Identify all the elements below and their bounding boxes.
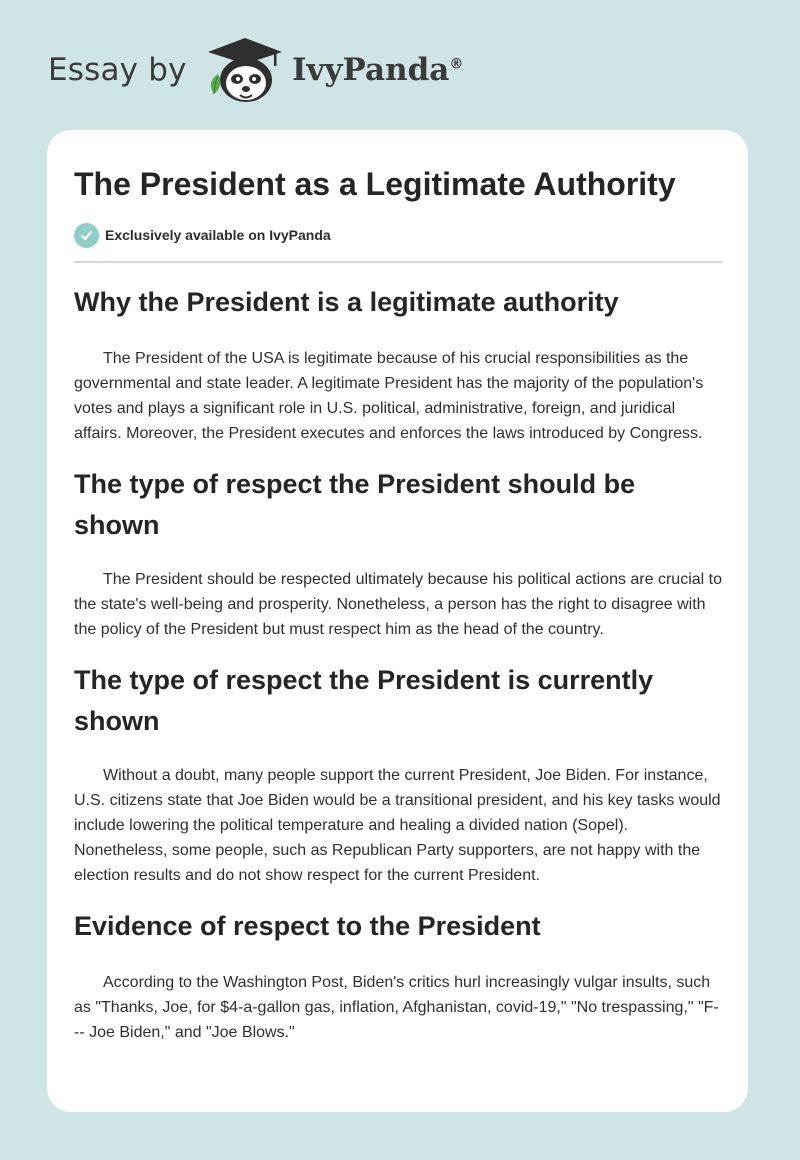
divider [74, 261, 723, 263]
section-paragraph: According to the Washington Post, Biden's critics hurl increasingly vulgar insults, such as "Thanks, Joe, for $4-a-gallon gas, inflation, Afghanistan, covid-19," "No trespassing," "F--- Joe Biden," and "Joe Blows." [74, 974, 719, 1041]
essay-card [47, 130, 748, 1112]
section-heading: The type of respect the President is currently shown [74, 665, 654, 736]
section-paragraph: The President of the USA is legitimate because of his crucial responsibilities as the governmental and state leader. A legitimate President has the majority of the population's votes and plays a significant role in U.S. political, administrative, foreign, and juridical affairs. Moreover, the President executes and enforces the laws introduced by Congress. [74, 350, 704, 442]
check-circle-icon [74, 223, 99, 248]
panda-graduation-cap-icon[interactable] [200, 34, 290, 108]
brand-prefix: Essay by [48, 52, 187, 88]
essay-content [74, 278, 724, 1045]
page-title: The President as a Legitimate Authority [74, 166, 676, 202]
section-paragraph: The President should be respected ultimately because his political actions are crucial to the state's well-being and prosperity. Nonetheless, a person has the right to disagree with the policy of the President but must respect him as the head of the country. [74, 571, 722, 638]
section-heading: The type of respect the President should be shown [74, 469, 636, 540]
exclusive-label: Exclusively available on IvyPanda [105, 227, 331, 243]
brand-name[interactable]: IvyPanda® [292, 52, 464, 88]
section-heading: Why the President is a legitimate authority [74, 287, 619, 317]
site-header [0, 0, 800, 130]
exclusive-badge [74, 222, 331, 248]
section-paragraph: Without a doubt, many people support the current President, Joe Biden. For instance, U.S. citizens state that Joe Biden would be a transitional president, and his key tasks would include lowering the political temperature and healing a divided nation (Sopel). Nonetheless, some people, such as Republican Party supporters, are not happy with the election results and do not show respect for the current President. [74, 767, 721, 884]
section-heading: Evidence of respect to the President [74, 911, 541, 941]
registered-mark: ® [449, 56, 464, 73]
